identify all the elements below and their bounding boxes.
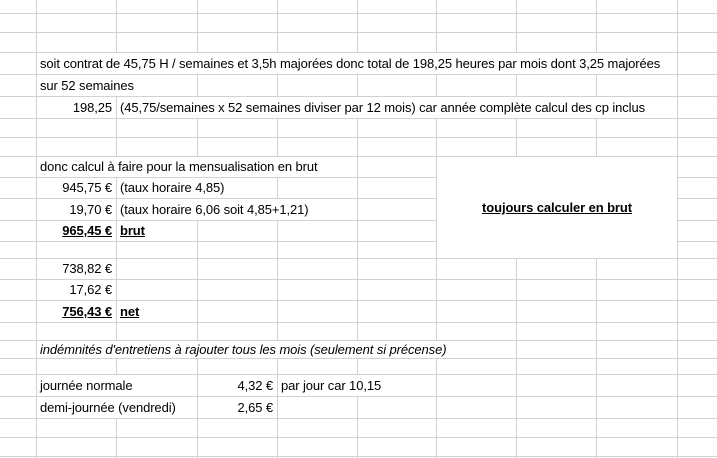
gridline-horizontal xyxy=(0,13,717,14)
monthly-hours-formula-note[interactable]: (45,75/semaines x 52 semaines diviser par 12 mois) car année complète calcul des cp inclus xyxy=(117,97,648,118)
demi-journee-label[interactable]: demi-journée (vendredi) xyxy=(37,397,179,418)
net-total-amount[interactable]: 756,43 € xyxy=(59,301,115,322)
journee-normale-amount[interactable]: 4,32 € xyxy=(234,375,276,396)
contract-summary-line1[interactable]: soit contrat de 45,75 H / semaines et 3,5h majorées donc total de 198,25 heures par mois dont 3,25 majorées xyxy=(37,53,663,74)
journee-normale-note[interactable]: par jour car 10,15 xyxy=(278,375,384,396)
demi-journee-amount[interactable]: 2,65 € xyxy=(234,397,276,418)
toujours-brut-note[interactable] xyxy=(437,157,677,258)
majoration-rate-note[interactable]: (taux horaire 6,06 soit 4,85+1,21) xyxy=(117,199,311,220)
brut-total-label[interactable]: brut xyxy=(117,221,148,241)
gridline-horizontal xyxy=(0,118,717,119)
contract-summary-line2[interactable]: sur 52 semaines xyxy=(37,75,137,96)
brut-calc-heading[interactable]: donc calcul à faire pour la mensualisation en brut xyxy=(37,157,321,177)
base-amount-brut[interactable]: 945,75 € xyxy=(59,178,115,198)
gridline-horizontal xyxy=(0,322,717,323)
gridline-vertical xyxy=(677,0,678,458)
gridline-horizontal xyxy=(0,358,717,359)
toujours-brut-note-text: toujours calculer en brut xyxy=(482,200,632,215)
gridline-horizontal xyxy=(0,437,717,438)
base-amount-net[interactable]: 738,82 € xyxy=(59,259,115,279)
gridline-horizontal xyxy=(0,137,717,138)
journee-normale-label[interactable]: journée normale xyxy=(37,375,135,396)
net-total-label[interactable]: net xyxy=(117,301,142,322)
brut-total-amount[interactable]: 965,45 € xyxy=(59,221,115,241)
indemnites-note[interactable]: indémnités d'entretiens à rajouter tous les mois (seulement si précense) xyxy=(37,341,449,358)
monthly-hours-value[interactable]: 198,25 xyxy=(70,97,115,118)
majoration-amount-net[interactable]: 17,62 € xyxy=(66,280,115,300)
gridline-horizontal xyxy=(0,418,717,419)
base-rate-note[interactable]: (taux horaire 4,85) xyxy=(117,178,227,198)
gridline-horizontal xyxy=(0,32,717,33)
gridline-horizontal xyxy=(0,456,717,457)
majoration-amount-brut[interactable]: 19,70 € xyxy=(66,199,115,220)
